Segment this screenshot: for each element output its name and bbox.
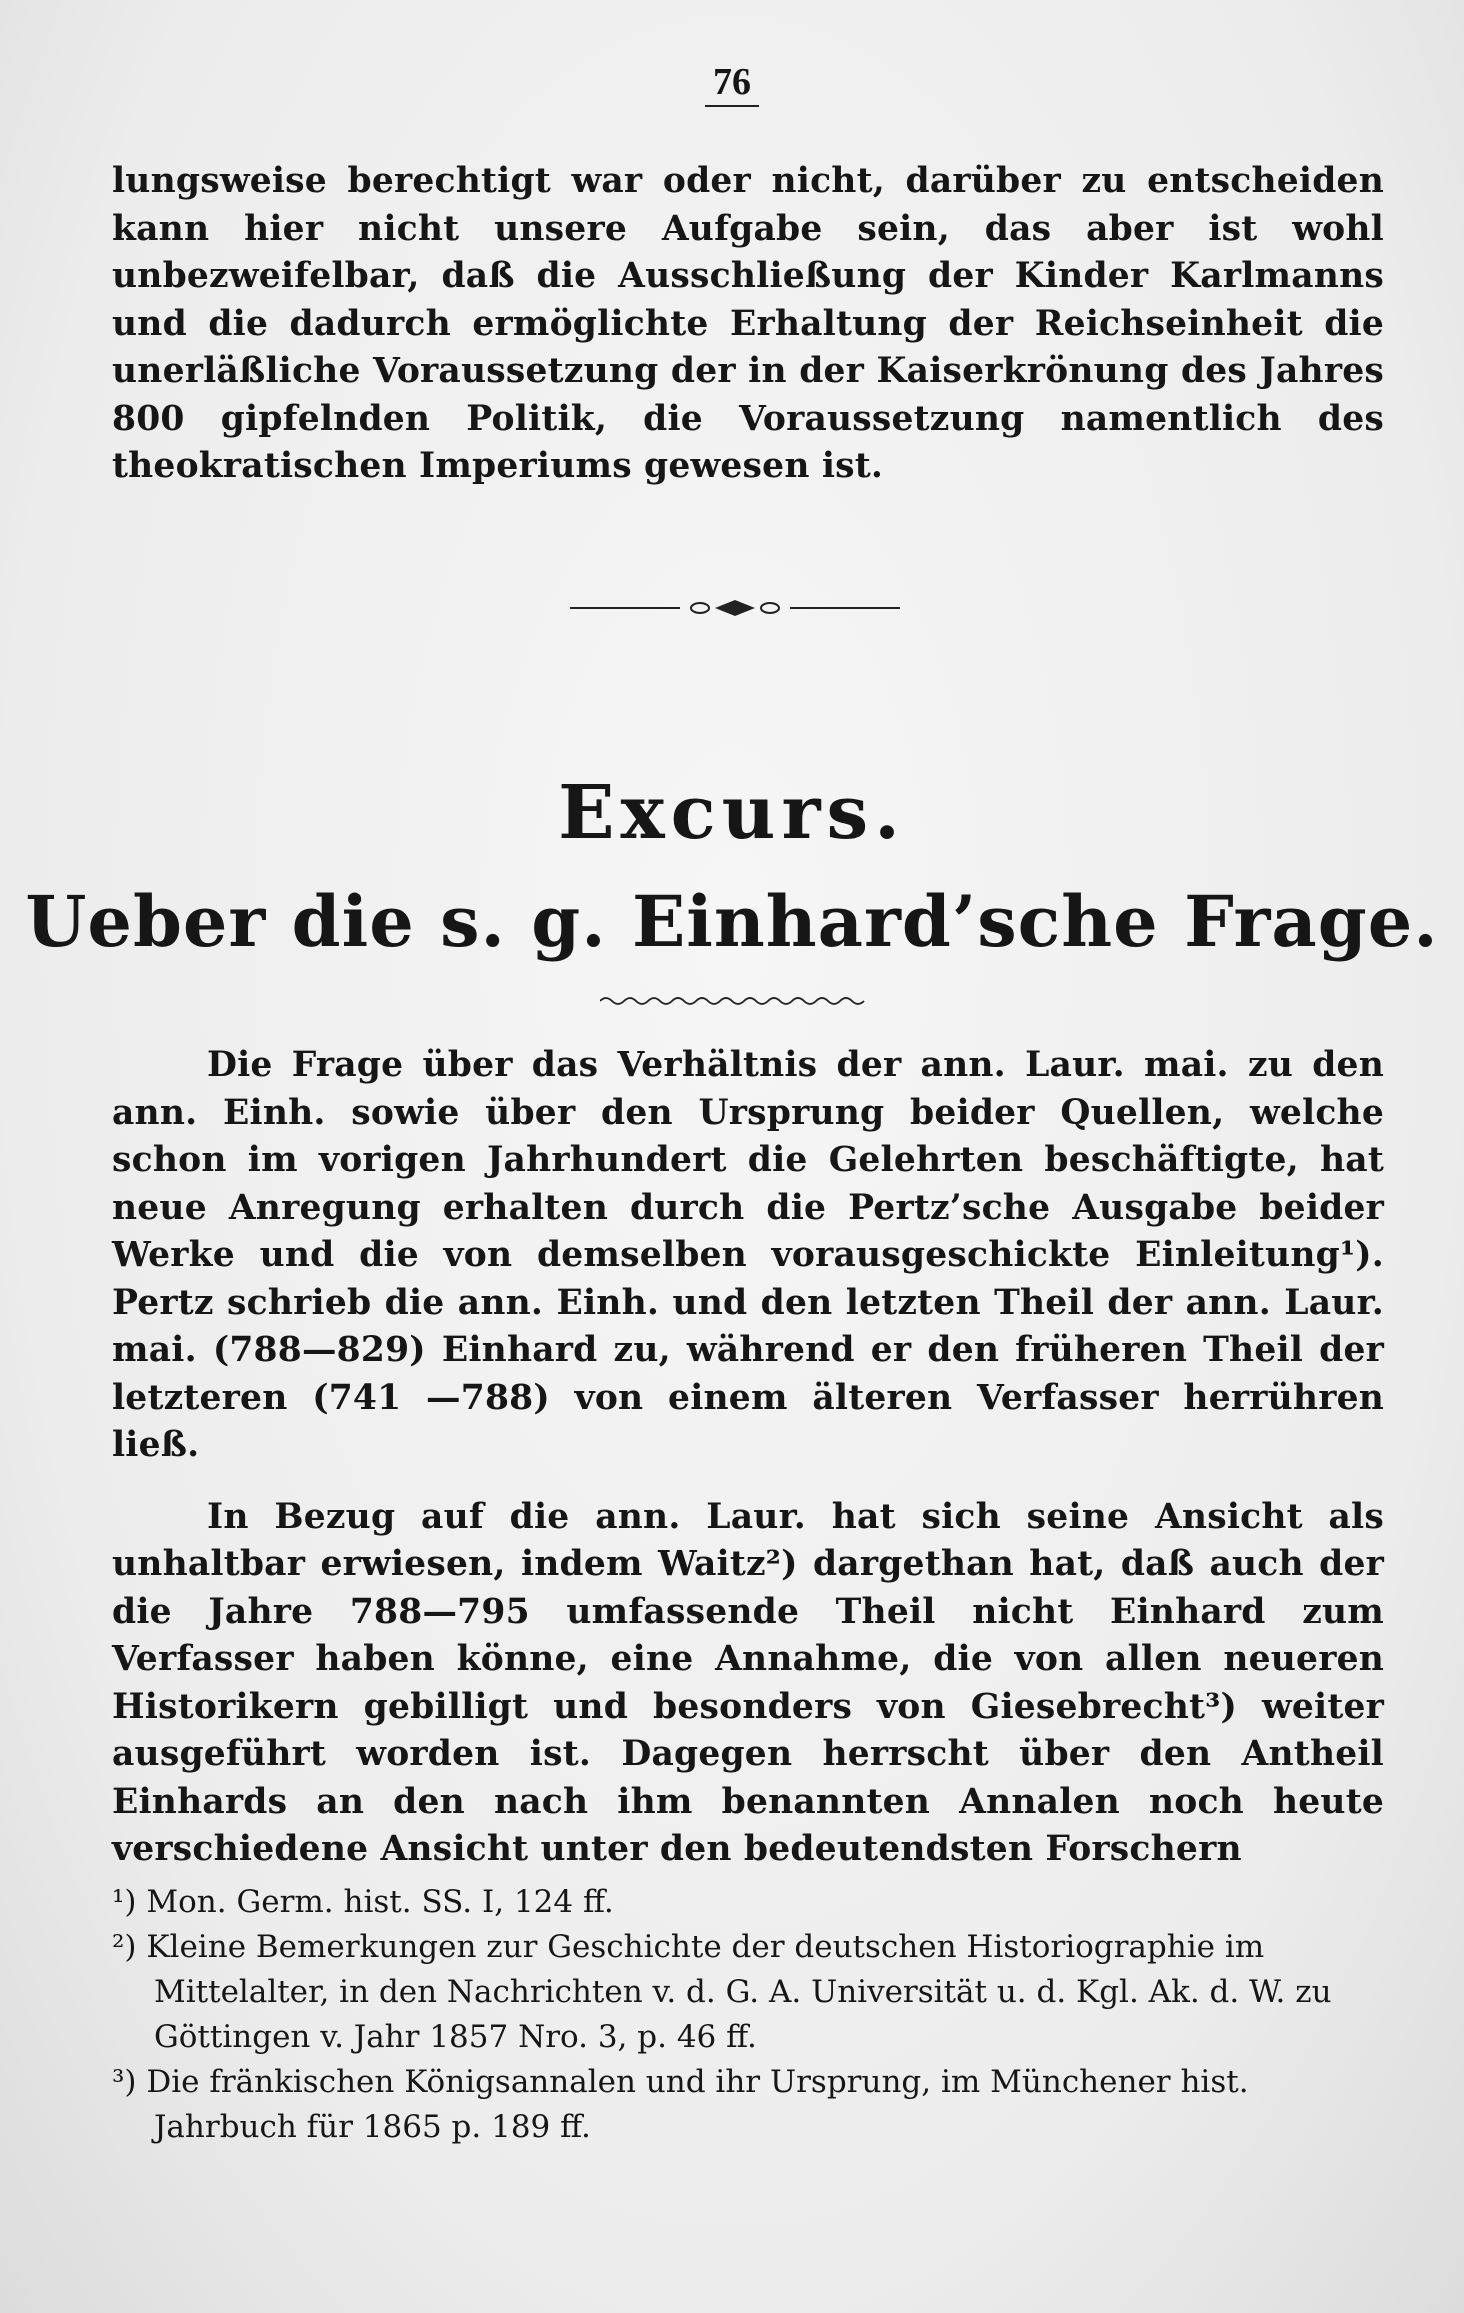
footnote-text: Kleine Bemerkungen zur Geschichte der deutschen Historiographie im Mittelalter, in den Nachrichten v. d. G. A. Universität u. d. Kgl. Ak. d. W. zu Göttingen v. Jahr 1857 Nro. 3, p. 46 ff. [146,1929,1332,2055]
excurs-title: Excurs. [558,770,906,856]
paragraph-1: Die Frage über das Verhältnis der ann. Laur. mai. zu den ann. Einh. sowie über den Ursprung beider Quellen, welche schon im vorigen Jahrhundert die Gelehrten beschäftigte, hat neue Anregung erhalten durch die Pertz’sche Ausgabe beider Werke und die von demselben vorausgeschickte Einleitung¹). Pertz schrieb die ann. Einh. und den letzten Theil der ann. Laur. mai. (788—829) Einhard zu, während er den früheren Theil der letzteren (741 —788) von einem älteren Verfasser herrühren ließ. [112,1045,1384,1465]
footnote-mark: ²) [112,1929,137,1965]
footnote-3 [112,2060,1352,2150]
paragraph-top: lungsweise berechtigt war oder nicht, darüber zu entscheiden kann hier nicht unsere Aufgabe sein, das aber ist wohl unbezweifelbar, daß die Ausschließung der Kinder Karlmanns und die dadurch ermöglichte Erhaltung der Reichseinheit die unerläßliche Voraussetzung der in der Kaiserkrönung des Jahres 800 gipfelnden Politik, die Voraussetzung namentlich des theokratischen Imperiums gewesen ist. [112,161,1384,486]
excurs-subtitle: Ueber die s. g. Einhard’sche Frage. [25,880,1439,963]
footnote-text: Mon. Germ. hist. SS. I, 124 ff. [146,1884,614,1920]
footnotes [112,1880,1352,2150]
footnote-1 [112,1880,1352,1925]
excurs-body [112,1042,1384,1874]
page-number [0,60,1464,104]
wavy-rule [600,994,865,1008]
closing-paragraph [112,158,1384,491]
footnote-text: Die fränkischen Königsannalen und ihr Ursprung, im Münchener hist. Jahrbuch für 1865 p. 189 ff. [146,2064,1249,2145]
footnote-2 [112,1925,1352,2060]
paragraph-2: In Bezug auf die ann. Laur. hat sich seine Ansicht als unhaltbar erwiesen, indem Waitz²) dargethan hat, daß auch der die Jahre 788—795 umfassende Theil nicht Einhard zum Verfasser haben könne, eine Annahme, die von allen neueren Historikern gebilligt und besonders von Giesebrecht³) weiter ausgeführt worden ist. Dagegen herrscht über den Antheil Einhards an den nach ihm benannten Annalen noch heute verschiedene Ansicht unter den bedeutendsten Forschern [112,1496,1384,1869]
footnote-mark: ¹) [112,1884,137,1920]
section-divider-ornament [570,598,900,618]
page-number-text: 76 [705,61,759,107]
footnote-mark: ³) [112,2064,137,2100]
